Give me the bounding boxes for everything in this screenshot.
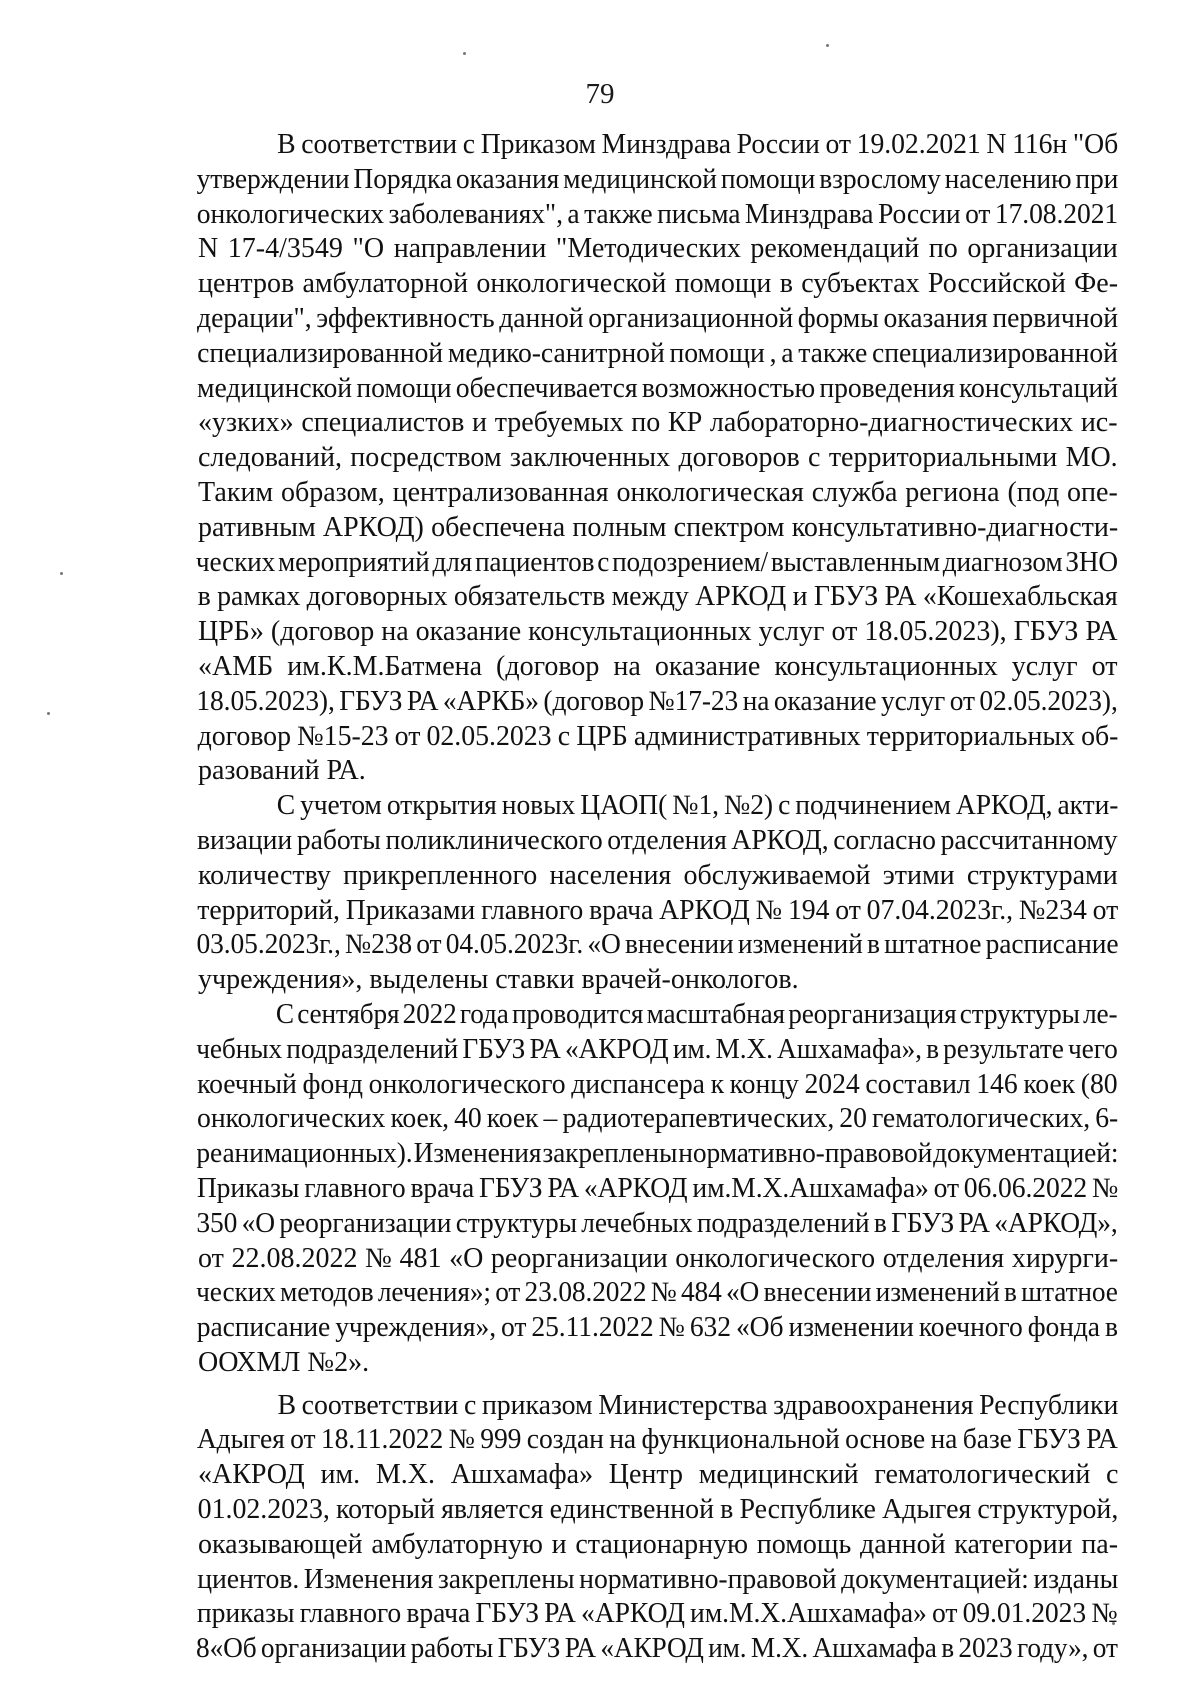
text-line: С сентября 2022 года проводится масштабная реорганизация структуры ле- — [275, 998, 1118, 1030]
text-line: медицинской помощи обеспечивается возможностью проведения консультаций — [197, 372, 1118, 404]
text-line: центров амбулаторной онкологической помощи в субъектах Российской Фе- — [198, 268, 1119, 300]
text-line: в рамках договорных обязательств между АРКОД и ГБУЗ РА «Кошехабльская — [197, 581, 1118, 613]
text-line: онкологических коек, 40 коек – радиотерапевтических, 20 гематологических, 6- — [197, 1103, 1119, 1135]
text-line: С учетом открытия новых ЦАОП( №1, №2) с подчинением АРКОД, акти- — [276, 790, 1119, 822]
text-line: расписание учреждения», от 25.11.2022 № 632 «Об изменении коечного фонда в — [196, 1312, 1118, 1344]
text-line: договор №15-23 от 02.05.2023 с ЦРБ административных территориальных об- — [197, 720, 1119, 752]
text-line: Таким образом, централизованная онкологическая служба региона (под опе- — [198, 476, 1118, 508]
text-line: чебных подразделений ГБУЗ РА «АКРОД им. М.Х. Ашхамафа», в результате чего — [196, 1033, 1118, 1065]
scan-speck — [47, 712, 50, 715]
text-line: 03.05.2023г., №238 от 04.05.2023г. «О внесении изменений в штатное расписание — [196, 929, 1119, 961]
scan-speck — [826, 44, 829, 47]
text-line: Приказы главного врача ГБУЗ РА «АРКОД им.М.Х.Ашхамафа» от 06.06.2022 № — [196, 1172, 1119, 1204]
text-line: учреждения», выделены ставки врачей-онкологов. — [198, 964, 799, 996]
text-line: специализированной медико-санитрной помощи , а также специализированной — [197, 337, 1118, 369]
text-line: онкологических заболеваниях", а также письма Минздрава России от 17.08.2021 — [196, 198, 1119, 230]
text-line: приказы главного врача ГБУЗ РА «АРКОД им.М.Х.Ашхамафа» от 09.01.2023 № — [196, 1598, 1118, 1630]
page-number: 79 — [585, 78, 615, 110]
text-line: ЦРБ» (договор на оказание консультационных услуг от 18.05.2023), ГБУЗ РА — [198, 616, 1118, 648]
text-line: 8«Об организации работы ГБУЗ РА «АКРОД им. М.Х. Ашхамафа в 2023 году», от — [196, 1633, 1118, 1665]
text-line: количеству прикрепленного населения обслуживаемой этими структурами — [198, 859, 1118, 891]
paragraph-3 — [118, 998, 1118, 1381]
text-line: 350 «О реорганизации структуры лечебных подразделений в ГБУЗ РА «АРКОД», — [196, 1207, 1118, 1239]
text-line: ООХМЛ №2». — [198, 1346, 370, 1378]
text-line: территорий, Приказами главного врача АРКОД № 194 от 07.04.2023г., №234 от — [197, 894, 1119, 926]
paragraph-1 — [118, 128, 1118, 789]
text-line: разований РА. — [198, 755, 366, 787]
text-line: Адыгея от 18.11.2022 № 999 создан на функциональной основе на базе ГБУЗ РА — [196, 1424, 1118, 1456]
paragraph-2 — [118, 789, 1118, 998]
text-line: 01.02.2023, который является единственной в Республике Адыгея структурой, — [197, 1494, 1119, 1526]
text-line: коечный фонд онкологического диспансера к концу 2024 составил 146 коек (80 — [197, 1068, 1118, 1100]
scan-speck — [463, 52, 466, 55]
text-line: «АКРОД им. М.Х. Ашхамафа» Центр медицинский гематологический с — [198, 1459, 1119, 1491]
text-line: визации работы поликлинического отделения АРКОД, согласно рассчитанному — [197, 824, 1118, 856]
scan-speck — [60, 572, 63, 575]
text-line: реанимационных). Изменения закреплены нормативно-правовой документацией: — [196, 1138, 1119, 1170]
text-line: ративным АРКОД) обеспечена полным спектром консультативно-диагности- — [198, 511, 1119, 543]
text-line: 18.05.2023), ГБУЗ РА «АРКБ» (договор №17-23 на оказание услуг от 02.05.2023), — [196, 685, 1118, 717]
text-line: циентов. Изменения закреплены нормативно-правовой документацией: изданы — [197, 1563, 1119, 1595]
text-line: В соответствии с приказом Министерства здравоохранения Республики — [277, 1389, 1119, 1421]
document-body — [118, 128, 1118, 1667]
text-line: от 22.08.2022 № 481 «О реорганизации онкологического отделения хирурги- — [198, 1242, 1119, 1274]
text-line: В соответствии с Приказом Минздрава России от 19.02.2021 N 116н "Об — [277, 129, 1119, 160]
text-line: следований, посредством заключенных договоров с территориальными МО. — [198, 442, 1118, 474]
text-line: ческих методов лечения»; от 23.08.2022 № 484 «О внесении изменений в штатное — [196, 1277, 1118, 1309]
text-line: N 17-4/3549 "О направлении "Методических рекомендаций по организации — [198, 233, 1118, 265]
text-line: «АМБ им.К.М.Батмена (договор на оказание консультационных услуг от — [198, 650, 1118, 682]
text-line: дерации", эффективность данной организационной формы оказания первичной — [197, 302, 1118, 334]
text-line: «узких» специалистов и требуемых по КР лабораторно-диагностических ис- — [198, 407, 1118, 439]
text-line: ческих мероприятий для пациентов с подозрением/ выставленным диагнозом ЗНО — [195, 546, 1118, 578]
text-line: оказывающей амбулаторную и стационарную помощь данной категории па- — [198, 1528, 1119, 1560]
text-line: утверждении Порядка оказания медицинской помощи взрослому населению при — [196, 163, 1119, 195]
paragraph-4 — [118, 1389, 1118, 1667]
